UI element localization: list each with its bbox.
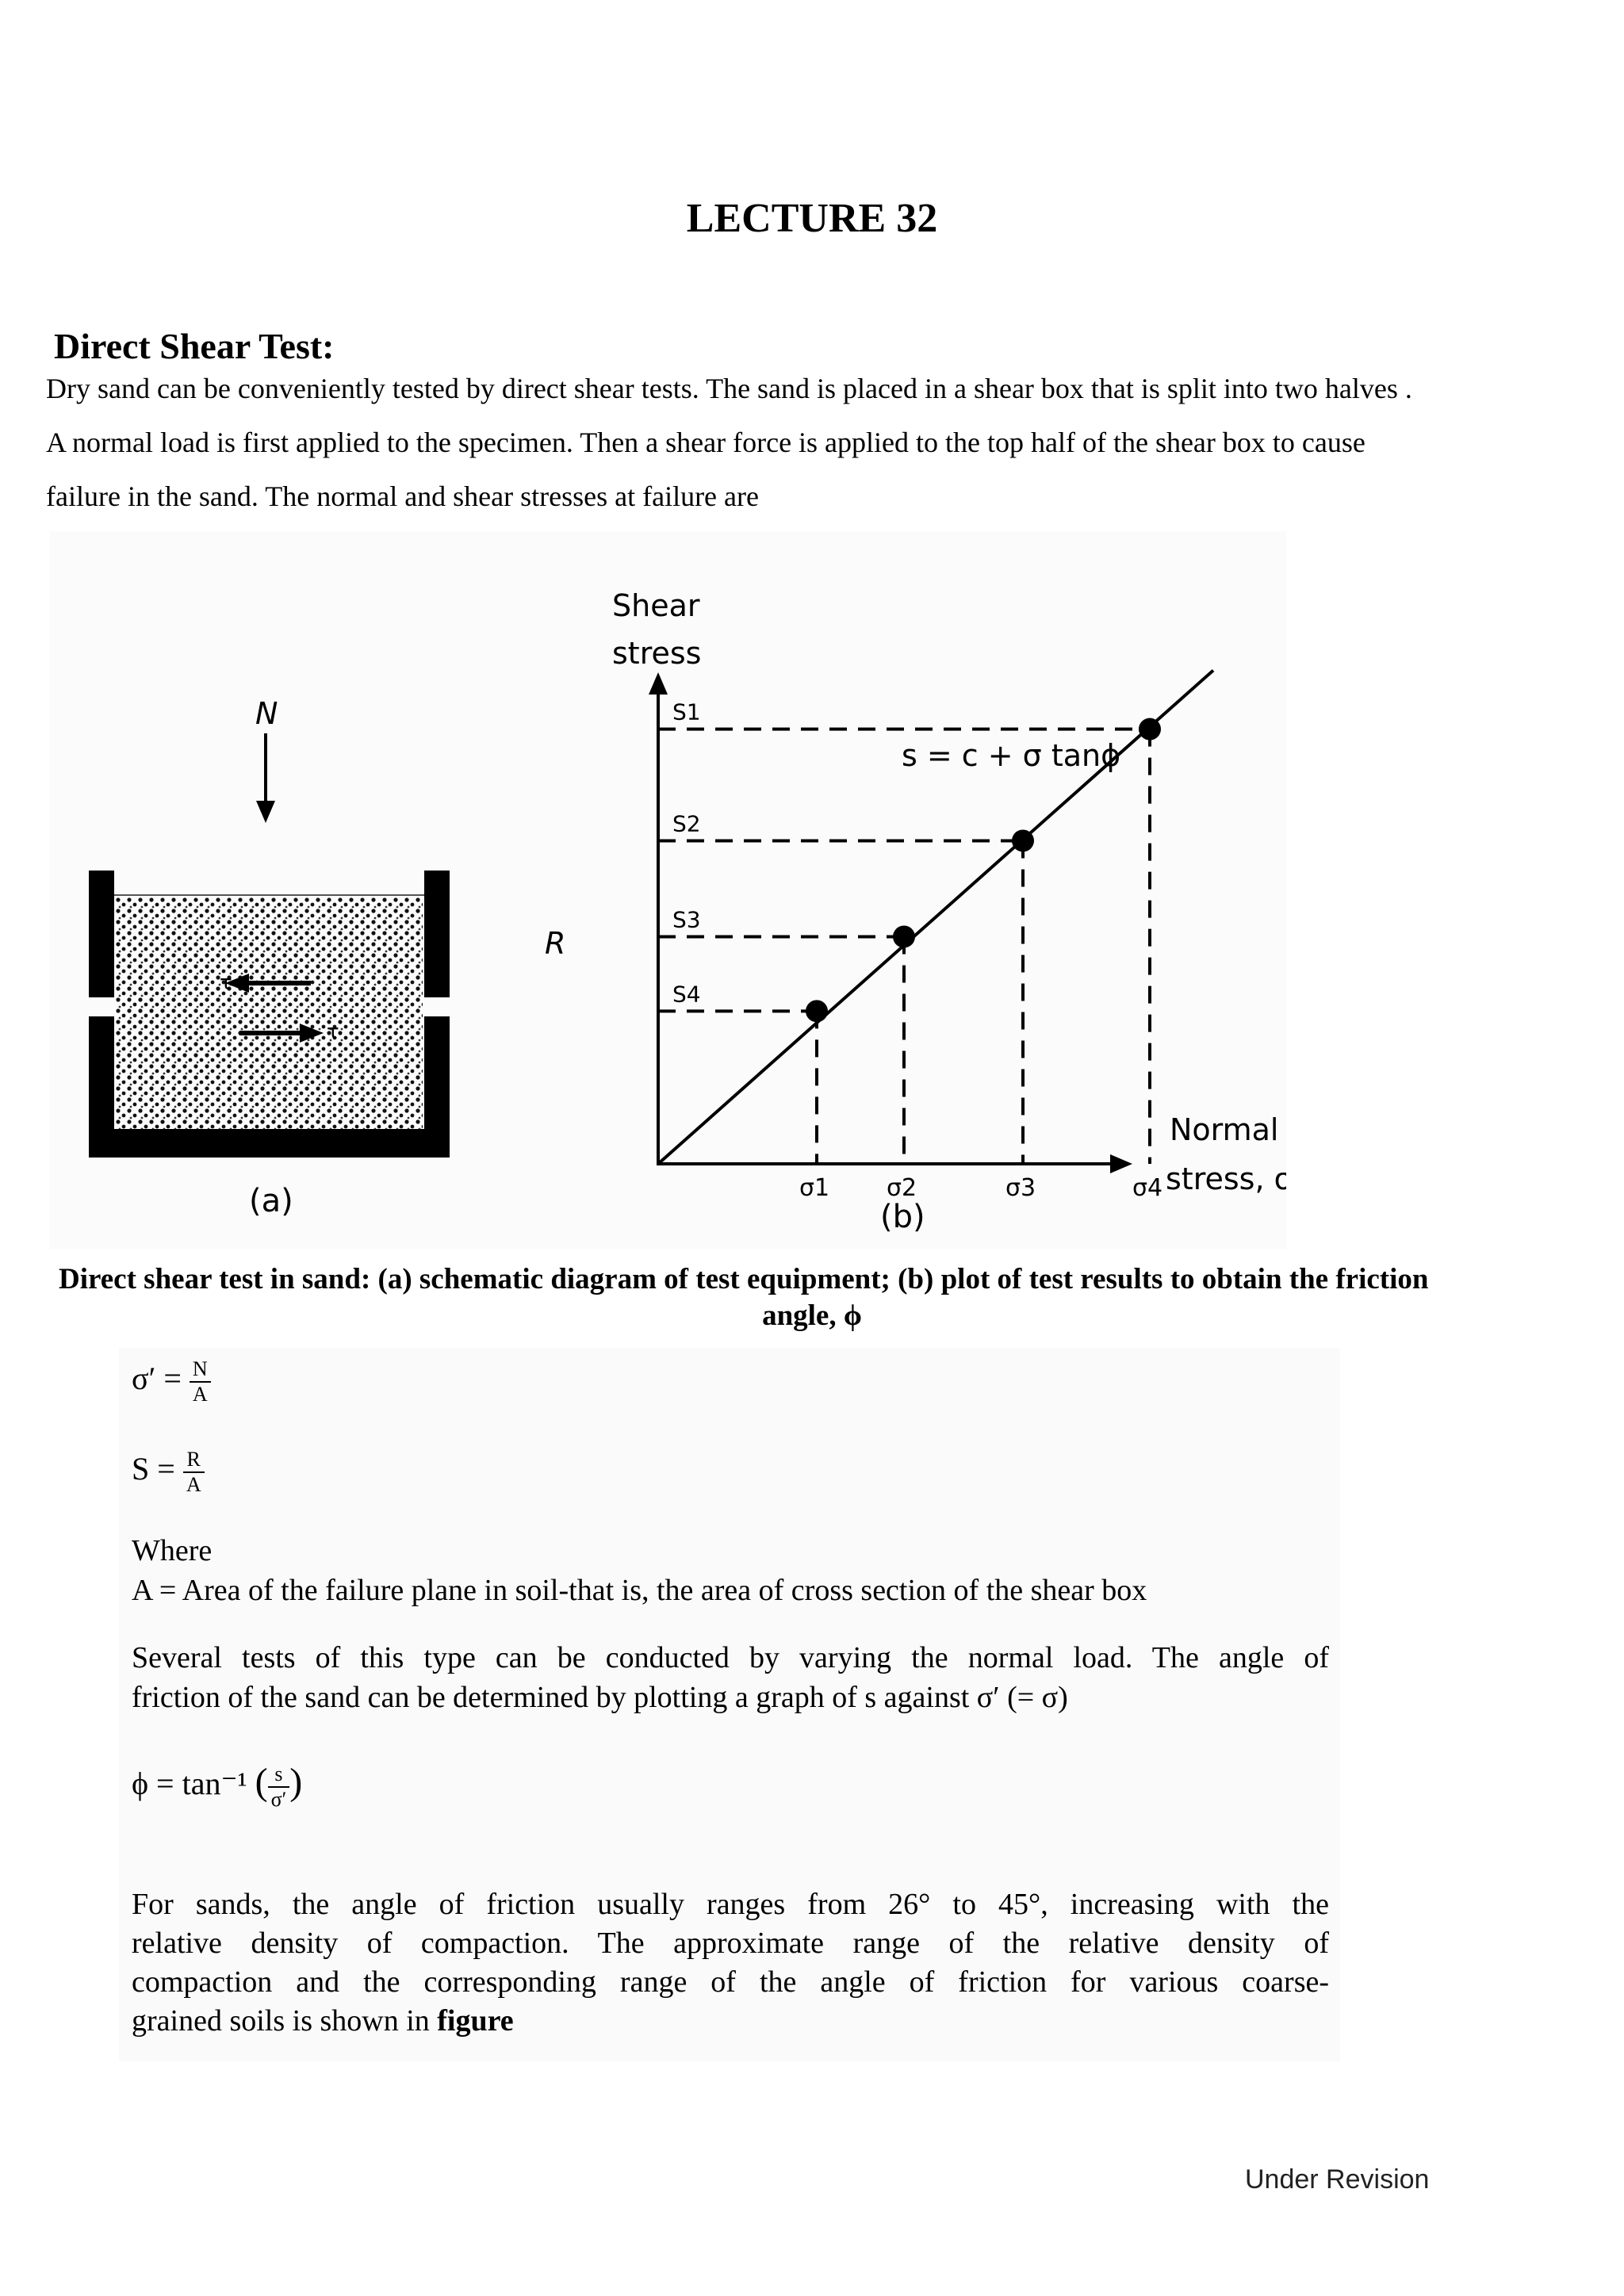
x-axis-label-1: Normal — [1170, 1112, 1279, 1147]
section-heading: Direct Shear Test: — [54, 326, 335, 366]
equation-sigma-denominator: A — [192, 1383, 208, 1406]
for-sands-line-2: relative density of compaction. The approximate range of the relative density of — [132, 1927, 1329, 1960]
y-axis-arrow — [649, 672, 668, 695]
figure-caption-line-1: Direct shear test in sand: (a) schematic diagram of test equipment; (b) plot of test results to obtain the friction — [59, 1263, 1429, 1295]
figure-svg — [49, 531, 1286, 1249]
equation-sigma-numerator: N — [190, 1357, 211, 1383]
y-tick-label: S4 — [672, 981, 701, 1008]
equation-s-fraction — [183, 1448, 205, 1497]
y-axis-label-1: Shear — [612, 588, 700, 623]
load-label-n: N — [255, 696, 278, 731]
page-title: LECTURE 32 — [686, 196, 938, 241]
where-label: Where — [132, 1534, 213, 1567]
load-arrow-head — [256, 801, 275, 823]
intro-line-3: failure in the sand. The normal and shear stresses at failure are — [46, 480, 759, 512]
for-sands-line-3: compaction and the corresponding range of the angle of friction for various coarse- — [132, 1965, 1329, 1999]
equation-s-numerator: R — [183, 1448, 205, 1473]
equation-phi-numerator: s — [268, 1762, 290, 1788]
x-tick-label: σ2 — [887, 1174, 917, 1202]
y-tick-label: S2 — [672, 810, 701, 837]
equation-s-lhs: S = — [132, 1451, 175, 1487]
x-tick-label: σ3 — [1005, 1174, 1036, 1202]
x-tick-label: σ1 — [799, 1174, 830, 1202]
equation-phi-denominator: σ′ — [270, 1787, 287, 1811]
data-point — [1012, 829, 1034, 851]
shear-stress-plot — [612, 588, 1286, 1235]
panel-label-a: (a) — [249, 1183, 293, 1219]
equation-phi — [132, 1760, 302, 1812]
for-sands-line-1: For sands, the angle of friction usually ranges from 26° to 45°, increasing with the — [132, 1888, 1329, 1921]
data-point — [1139, 718, 1161, 740]
box-right-lower-wall — [424, 1016, 450, 1143]
equation-phi-lhs: ϕ = tan⁻¹ — [132, 1766, 247, 1801]
box-left-upper-wall — [89, 871, 114, 997]
equation-phi-close-paren: ) — [289, 1761, 303, 1803]
equation-sigma-fraction — [190, 1357, 211, 1406]
equation-phi-fraction — [268, 1762, 290, 1812]
shear-box-diagram — [89, 696, 565, 1219]
tau-label-upper: τ — [220, 971, 232, 995]
footer-status: Under Revision — [1245, 2164, 1430, 2195]
several-tests-line-1: Several tests of this type can be conducted by varying the normal load. The angle of — [132, 1641, 1329, 1674]
box-base — [89, 1129, 450, 1158]
box-right-upper-wall — [424, 871, 450, 997]
x-axis-label-2: stress, σ — [1166, 1161, 1286, 1196]
data-point — [893, 925, 915, 947]
failure-envelope-equation: s = c + σ tanϕ — [902, 738, 1121, 773]
shear-label-r: R — [545, 926, 566, 961]
figure-caption-line-2: angle, ϕ — [762, 1299, 862, 1332]
x-tick-label: σ4 — [1132, 1174, 1163, 1202]
y-tick-label: S1 — [672, 698, 701, 725]
direct-shear-figure — [49, 531, 1286, 1249]
x-tick-labels — [799, 1174, 1162, 1202]
sand-specimen — [116, 897, 423, 1129]
where-definition: A = Area of the failure plane in soil-that is, the area of cross section of the shear box — [132, 1574, 1147, 1607]
y-tick-labels — [672, 699, 701, 1008]
panel-label-b: (b) — [880, 1199, 925, 1235]
equation-phi-open-paren: ( — [255, 1761, 268, 1803]
intro-line-1: Dry sand can be conveniently tested by direct shear tests. The sand is placed in a shear box that is split into two halves . — [46, 373, 1412, 404]
equation-sigma — [132, 1357, 211, 1406]
tau-label-lower: τ — [327, 1020, 339, 1044]
for-sands-last-text: grained soils is shown in — [132, 2004, 438, 2038]
figure-reference: figure — [437, 2004, 514, 2038]
equation-s-denominator: A — [186, 1473, 201, 1496]
data-point — [806, 1000, 828, 1022]
several-tests-line-2: friction of the sand can be determined by plotting a graph of s against σ′ (= σ) — [132, 1681, 1068, 1714]
for-sands-line-4 — [132, 2002, 514, 2041]
y-axis-label-2: stress — [612, 636, 702, 671]
box-left-lower-wall — [89, 1016, 114, 1143]
intro-line-2: A normal load is first applied to the specimen. Then a shear force is applied to the top half of the shear box to cause — [46, 427, 1365, 458]
equation-sigma-lhs: σ′ = — [132, 1360, 182, 1397]
x-axis-arrow — [1110, 1154, 1132, 1173]
y-tick-label: S3 — [672, 906, 701, 933]
equation-s — [132, 1448, 205, 1497]
